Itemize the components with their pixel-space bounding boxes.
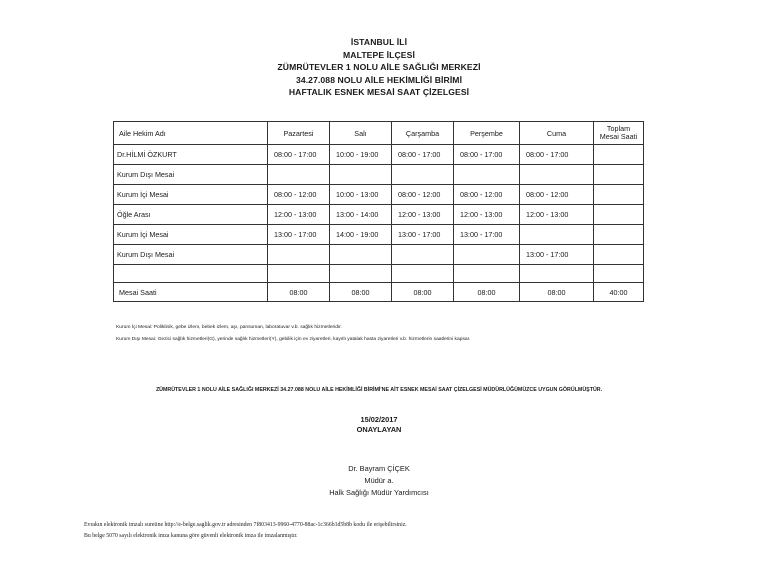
table-cell: 13:00 - 17:00: [268, 225, 330, 245]
table-cell: [392, 165, 454, 185]
table-row: [114, 245, 644, 265]
column-header: Perşembe: [454, 122, 520, 145]
document-header: [0, 36, 758, 99]
row-label: Öğle Arası: [114, 205, 268, 225]
table-row: [114, 185, 644, 205]
signer-block: [0, 463, 758, 499]
table-header-row: [114, 122, 644, 145]
footer: [84, 520, 407, 542]
column-header: Cuma: [520, 122, 594, 145]
table-cell: [594, 205, 644, 225]
table-cell: [454, 245, 520, 265]
table-cell: 08:00 - 12:00: [268, 185, 330, 205]
table-row: [114, 145, 644, 165]
table-cell: 13:00 - 17:00: [454, 225, 520, 245]
table-cell: [454, 165, 520, 185]
table-cell: 13:00 - 17:00: [520, 245, 594, 265]
table-cell: [268, 165, 330, 185]
table-cell: 08:00 - 17:00: [392, 145, 454, 165]
total-label: Mesai Saati: [114, 283, 268, 302]
total-cell: 08:00: [454, 283, 520, 302]
signer-title: Müdür a.: [364, 476, 394, 485]
table-cell: 08:00 - 12:00: [520, 185, 594, 205]
row-label: Kurum Dışı Mesai: [114, 165, 268, 185]
table-cell: 08:00 - 12:00: [454, 185, 520, 205]
row-label: Kurum İçi Mesai: [114, 185, 268, 205]
table-cell: [268, 245, 330, 265]
total-cell: 40:00: [594, 283, 644, 302]
table-cell: 08:00 - 17:00: [268, 145, 330, 165]
district-title: MALTEPE İLÇESİ: [343, 49, 415, 60]
health-center-title: ZÜMRÜTEVLER 1 NOLU AİLE SAĞLIĞI MERKEZİ: [277, 62, 481, 72]
total-cell: 08:00: [520, 283, 594, 302]
table-cell: 08:00 - 12:00: [392, 185, 454, 205]
table-cell: [330, 245, 392, 265]
total-cell: 08:00: [330, 283, 392, 302]
table-cell: [520, 225, 594, 245]
table-cell: 12:00 - 13:00: [268, 205, 330, 225]
signer-name: Dr. Bayram ÇİÇEK: [348, 464, 410, 473]
table-cell: [594, 245, 644, 265]
table-cell: [520, 165, 594, 185]
table-cell: 08:00 - 17:00: [520, 145, 594, 165]
note-internal: Kurum İçi Mesai: Poliklinik, gebe izlem, bebek izlem, aşı, pansuman, laboratuvar v.b. sağlık hizmetleridir.: [116, 325, 342, 330]
notes: [116, 322, 470, 346]
table-cell: 13:00 - 14:00: [330, 205, 392, 225]
table-cell: [594, 145, 644, 165]
total-cell: 08:00: [268, 283, 330, 302]
table-cell: [330, 165, 392, 185]
schedule-table: [113, 121, 644, 302]
approval-date: 15/02/2017: [360, 415, 398, 424]
approval-block: [0, 415, 758, 434]
table-cell: [392, 245, 454, 265]
column-header: Salı: [330, 122, 392, 145]
table-cell: 12:00 - 13:00: [392, 205, 454, 225]
table-cell: 14:00 - 19:00: [330, 225, 392, 245]
footer-signature-text: Bu belge 5070 sayılı elektronik imza kanuna göre güvenli elektronik imza ile imzalanmıştır.: [84, 533, 298, 539]
schedule-title: HAFTALIK ESNEK MESAİ SAAT ÇİZELGESİ: [288, 87, 470, 97]
table-cell: [594, 185, 644, 205]
total-cell: 08:00: [392, 283, 454, 302]
table-cell: 10:00 - 13:00: [330, 185, 392, 205]
table-cell: 12:00 - 13:00: [454, 205, 520, 225]
note-external: Kurum Dışı Mesai: Gezici sağlık hizmetleri(G), yerinde sağlık hizmetleri(Y), gebilik için ev ziyaretleri, kayıtlı yatalak hasta ziyaretleri v.b. hizmetlerin saatlerini kapsar.: [116, 337, 471, 342]
column-header: Çarşamba: [392, 122, 454, 145]
table-cell: [594, 225, 644, 245]
table-cell: [594, 165, 644, 185]
empty-row: [114, 265, 644, 283]
unit-title: 34.27.088 NOLU AİLE HEKİMLİĞİ BİRİMİ: [295, 74, 463, 85]
table-row: [114, 225, 644, 245]
province-title: İSTANBUL İLİ: [350, 37, 408, 47]
table-cell: 12:00 - 13:00: [520, 205, 594, 225]
table-row: [114, 205, 644, 225]
total-row: [114, 283, 644, 302]
column-header: Toplam Mesai Saati: [594, 122, 644, 145]
row-label: Dr.HİLMİ ÖZKURT: [114, 145, 268, 165]
column-header: Pazartesi: [268, 122, 330, 145]
column-header: Aile Hekim Adı: [114, 122, 268, 145]
footer-verification-text: Evrakın elektronik imzalı suretine http://e-belge.saglik.gov.tr adresinden 7f803413-9960-4770-88ac-1c366b1d5b8b kodu ile erişebilirsiniz.: [84, 522, 407, 528]
table-row: [114, 165, 644, 185]
row-label: Kurum İçi Mesai: [114, 225, 268, 245]
table-cell: 10:00 - 19:00: [330, 145, 392, 165]
table-cell: 08:00 - 17:00: [454, 145, 520, 165]
approval-status: ONAYLAYAN: [356, 424, 402, 434]
table-cell: 13:00 - 17:00: [392, 225, 454, 245]
signer-position: Halk Sağlığı Müdür Yardımcısı: [329, 488, 429, 497]
approval-statement: ZÜMRÜTEVLER 1 NOLU AİLE SAĞLIĞI MERKEZİ 34.27.088 NOLU AİLE HEKİMLİĞİ BİRİMİ'NE AİT ESNEK MESAİ SAAT ÇİZELGESİ MÜDÜRLÜĞÜMÜZCE UYGUN GÖRÜLMÜŞTÜR.: [155, 387, 603, 393]
row-label: Kurum Dışı Mesai: [114, 245, 268, 265]
